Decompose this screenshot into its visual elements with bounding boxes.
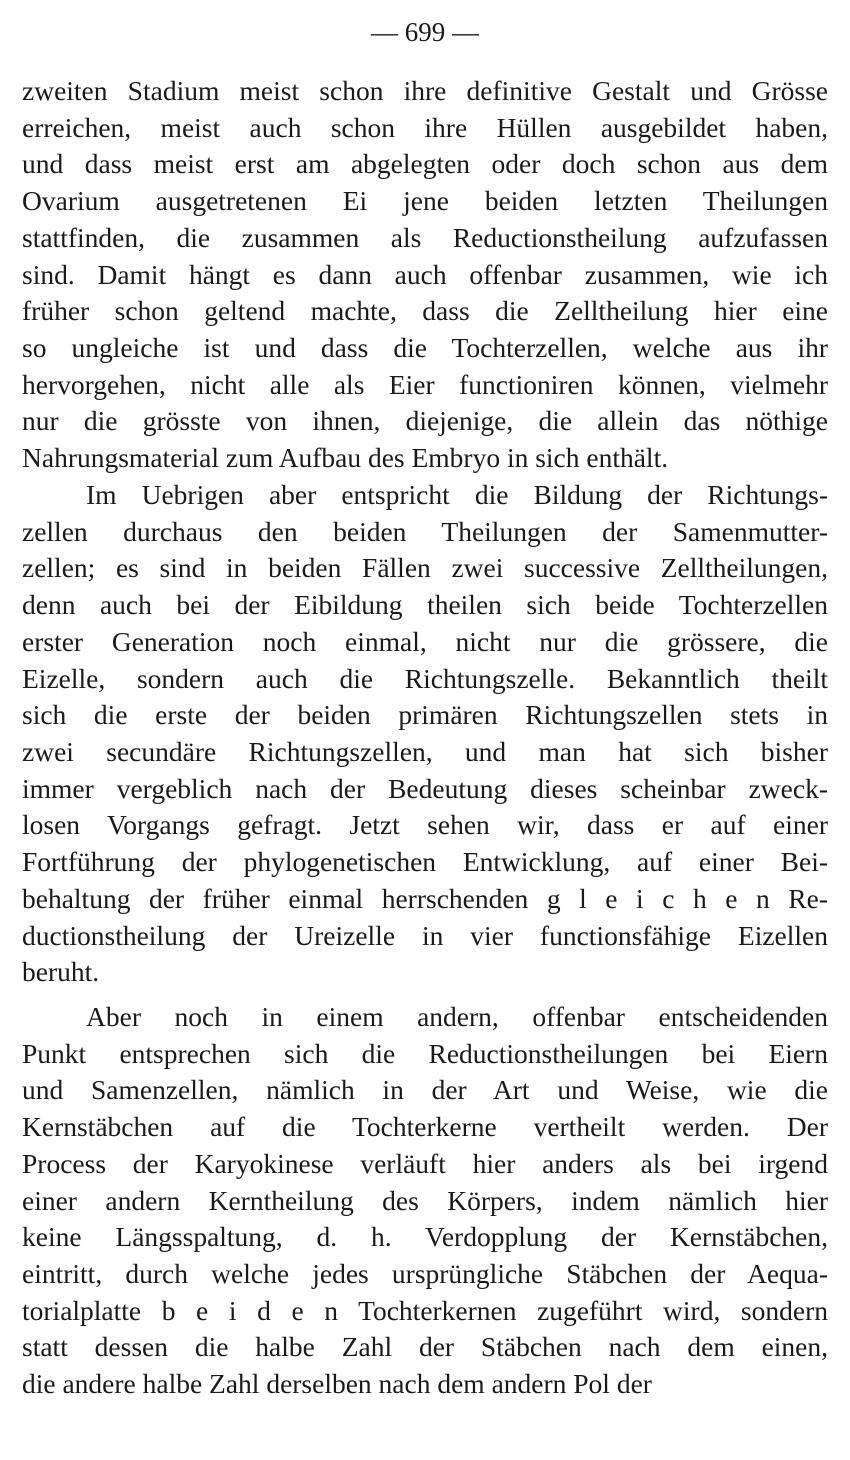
page-number: — 699 — <box>371 17 479 47</box>
text-line: zellen durchaus den beiden Theilungen der Samenmutter- <box>22 515 828 547</box>
text-line: zellen; es sind in beiden Fällen zwei successive Zelltheilungen, <box>22 552 828 584</box>
text-line: Fortführung der phylogenetischen Entwicklung, auf einer Bei- <box>22 846 828 878</box>
text-line: keine Längsspaltung, d. h. Verdopplung der Kernstäbchen, <box>22 1221 828 1253</box>
text-line: statt dessen die halbe Zahl der Stäbchen nach dem einen, <box>22 1331 828 1363</box>
paragraph <box>22 999 828 1403</box>
text-line: denn auch bei der Eibildung theilen sich beide Tochterzellen <box>22 589 828 621</box>
paragraph-gap <box>22 991 828 999</box>
text-line: früher schon geltend machte, dass die Zelltheilung hier eine <box>22 295 828 327</box>
text-line: Im Uebrigen aber entspricht die Bildung der Richtungs- <box>86 478 828 510</box>
text-line: behaltung der früher einmal herrschenden g l e i c h e n Re- <box>22 882 828 914</box>
text-line: zwei secundäre Richtungszellen, und man hat sich bisher <box>22 735 828 767</box>
body-text <box>22 73 828 1403</box>
text-line: Punkt entsprechen sich die Reductionstheilungen bei Eiern <box>22 1037 828 1069</box>
text-line: hervorgehen, nicht alle als Eier functioniren können, vielmehr <box>22 368 828 400</box>
text-line: stattfinden, die zusammen als Reductionstheilung aufzufassen <box>22 221 828 253</box>
text-line: eintritt, durch welche jedes ursprüngliche Stäbchen der Aequa- <box>22 1258 828 1289</box>
text-line: so ungleiche ist und dass die Tochterzellen, welche aus ihr <box>22 332 828 364</box>
text-line: Eizelle, sondern auch die Richtungszelle. Bekanntlich theilt <box>22 662 828 694</box>
text-line: sind. Damit hängt es dann auch offenbar zusammen, wie ich <box>22 258 828 290</box>
text-line: und dass meist erst am abgelegten oder doch schon aus dem <box>22 148 828 180</box>
paragraph <box>22 73 828 477</box>
text-line: sich die erste der beiden primären Richtungszellen stets in <box>22 699 828 731</box>
text-line: losen Vorgangs gefragt. Jetzt sehen wir, dass er auf einer <box>22 809 828 841</box>
text-line: immer vergeblich nach der Bedeutung dieses scheinbar zweck- <box>22 772 828 804</box>
text-line: die andere halbe Zahl derselben nach dem andern Pol der <box>22 1368 652 1400</box>
text-line: einer andern Kerntheilung des Körpers, indem nämlich hier <box>22 1184 828 1216</box>
text-line: beruht. <box>22 956 100 988</box>
text-line: erreichen, meist auch schon ihre Hüllen ausgebildet haben, <box>22 111 828 143</box>
text-line: Ovarium ausgetretenen Ei jene beiden letzten Theilungen <box>22 185 828 217</box>
text-line: ductionstheilung der Ureizelle in vier functionsfähige Eizellen <box>22 919 828 951</box>
text-line: und Samenzellen, nämlich in der Art und Weise, wie die <box>22 1074 828 1106</box>
paragraph <box>22 477 828 991</box>
text-line: erster Generation noch einmal, nicht nur die grössere, die <box>22 625 828 657</box>
text-line: Nahrungsmaterial zum Aufbau des Embryo in sich enthält. <box>22 442 669 474</box>
text-line: torialplatte b e i d e n Tochterkernen zugeführt wird, sondern <box>22 1294 828 1326</box>
text-line: Kernstäbchen auf die Tochterkerne vertheilt werden. Der <box>22 1111 828 1143</box>
text-line: Process der Karyokinese verläuft hier anders als bei irgend <box>22 1147 828 1179</box>
text-line: nur die grösste von ihnen, diejenige, die allein das nöthige <box>22 405 828 437</box>
text-line: Aber noch in einem andern, offenbar entscheidenden <box>86 1000 828 1032</box>
text-line: zweiten Stadium meist schon ihre definitive Gestalt und Grösse <box>22 75 828 106</box>
